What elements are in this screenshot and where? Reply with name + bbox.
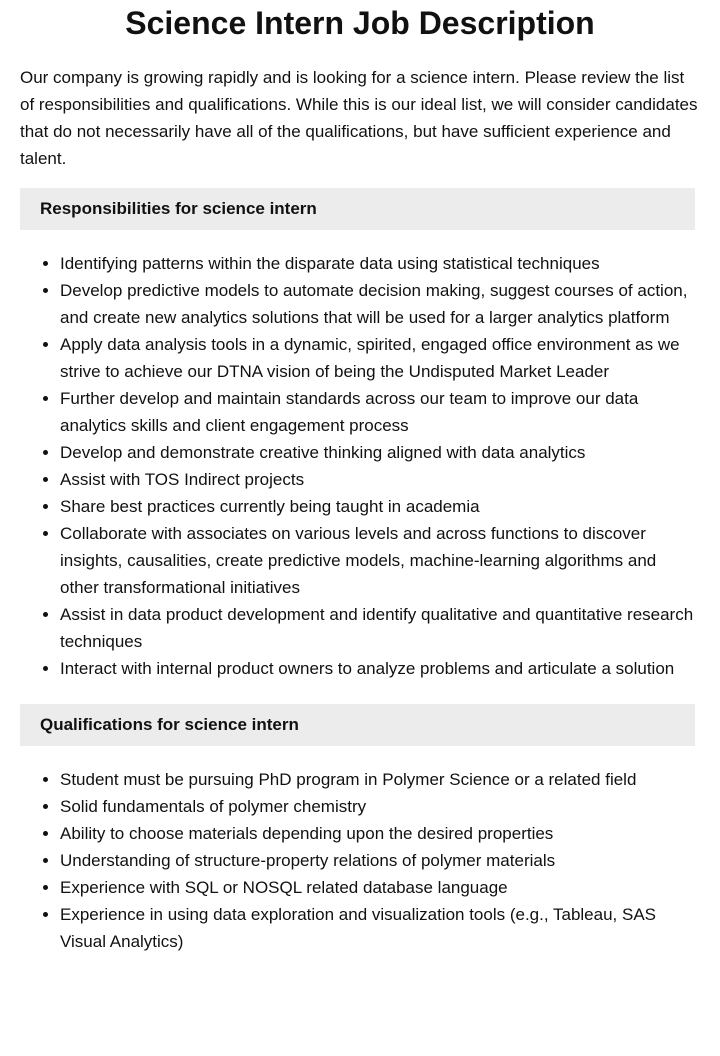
list-item: • Identifying patterns within the disparate data using statistical techniques	[60, 250, 695, 277]
list-item: • Develop predictive models to automate decision making, suggest courses of action, and create new analytics solutions that will be used for a larger analytics platform	[60, 277, 695, 331]
list-item: • Assist in data product development and identify qualitative and quantitative research techniques	[60, 601, 695, 655]
responsibilities-heading: Responsibilities for science intern	[20, 188, 695, 230]
list-item: • Share best practices currently being taught in academia	[60, 493, 695, 520]
responsibilities-list	[20, 250, 695, 682]
list-item: • Collaborate with associates on various levels and across functions to discover insights, causalities, create predictive models, machine-learning algorithms and other transformational initiatives	[60, 520, 695, 601]
list-item: • Student must be pursuing PhD program in Polymer Science or a related field	[60, 766, 695, 793]
qualifications-list	[20, 766, 695, 955]
qualifications-heading: Qualifications for science intern	[20, 704, 695, 746]
list-item: • Solid fundamentals of polymer chemistry	[60, 793, 695, 820]
list-item: • Apply data analysis tools in a dynamic, spirited, engaged office environment as we strive to achieve our DTNA vision of being the Undisputed Market Leader	[60, 331, 695, 385]
list-item: • Experience in using data exploration and visualization tools (e.g., Tableau, SAS Visual Analytics)	[60, 901, 695, 955]
page-title: Science Intern Job Description	[125, 5, 595, 41]
intro-paragraph: Our company is growing rapidly and is looking for a science intern. Please review the list of responsibilities and qualifications. While this is our ideal list, we will consider candidates that do not necessarily have all of the qualifications, but have sufficient experience and talent.	[20, 68, 698, 168]
list-item: • Assist with TOS Indirect projects	[60, 466, 695, 493]
list-item: • Develop and demonstrate creative thinking aligned with data analytics	[60, 439, 695, 466]
list-item: • Ability to choose materials depending upon the desired properties	[60, 820, 695, 847]
list-item: • Interact with internal product owners to analyze problems and articulate a solution	[60, 655, 695, 682]
list-item: • Experience with SQL or NOSQL related database language	[60, 874, 695, 901]
list-item: • Understanding of structure-property relations of polymer materials	[60, 847, 695, 874]
list-item: • Further develop and maintain standards across our team to improve our data analytics skills and client engagement process	[60, 385, 695, 439]
